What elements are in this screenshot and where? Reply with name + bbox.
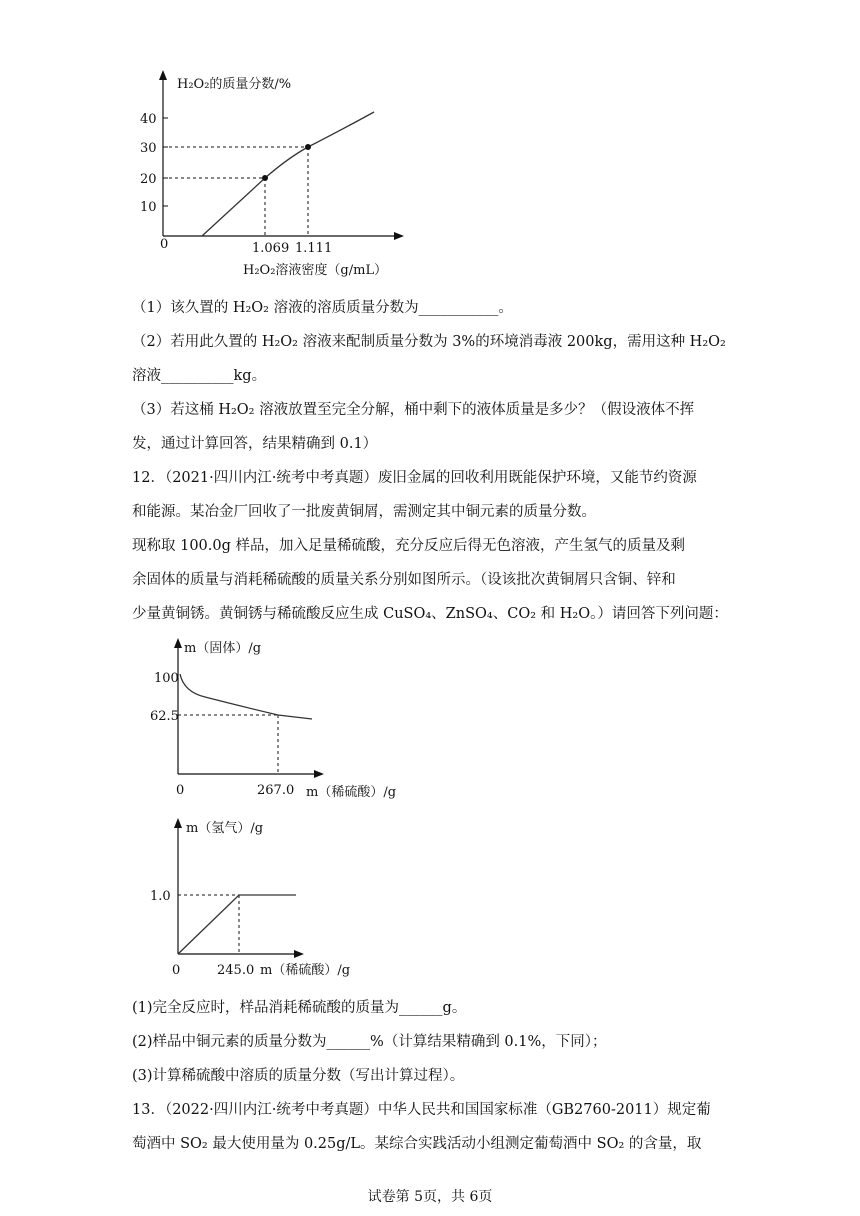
x-tick-label: 245.0 xyxy=(217,963,255,978)
y-tick-label: 1.0 xyxy=(150,889,171,904)
q11-part3-line1: （3）若这桶 H₂O₂ 溶液放置至完全分解，桶中剩下的液体质量是多少？（假设液体不挥 xyxy=(132,402,695,418)
x-axis-arrow xyxy=(394,232,404,240)
series-line xyxy=(180,674,312,719)
q11-part2-line1: （2）若用此久置的 H₂O₂ 溶液来配制质量分数为 3%的环境消毒液 200kg，需用这种 H₂O₂ xyxy=(132,334,726,350)
x-tick-label: 1.111 xyxy=(295,241,333,256)
x-axis-label: m（稀硫酸）/g xyxy=(260,963,351,978)
y-tick-label: 10 xyxy=(140,200,157,215)
q12-line1: 12．（2021·四川内江·统考中考真题）废旧金属的回收利用既能保护环境，又能节约资源 xyxy=(132,470,697,486)
page-footer: 试卷第 5页，共 6页 xyxy=(367,1189,493,1205)
q13-line2: 萄酒中 SO₂ 最大使用量为 0.25g/L。某综合实践活动小组测定葡萄酒中 SO₂ 的含量，取 xyxy=(132,1136,702,1152)
y-axis-arrow xyxy=(174,818,182,828)
x-axis-arrow xyxy=(294,950,304,958)
q12-sub3: (3)计算稀硫酸中溶质的质量分数（写出计算过程）。 xyxy=(132,1068,465,1084)
x-tick-label: 267.0 xyxy=(257,783,295,798)
data-point-2 xyxy=(305,144,311,150)
series-line xyxy=(178,895,296,954)
q13-line1: 13．（2022·四川内江·统考中考真题）中华人民共和国国家标准（GB2760-2011）规定葡 xyxy=(132,1102,711,1118)
origin-label: 0 xyxy=(160,237,169,252)
q12-line2: 和能源。某冶金厂回收了一批废黄铜屑，需测定其中铜元素的质量分数。 xyxy=(132,504,596,520)
y-tick-label: 20 xyxy=(140,172,157,187)
q12-line5: 少量黄铜锈。黄铜锈与稀硫酸反应生成 CuSO₄、ZnSO₄、CO₂ 和 H₂O。）请回答下列问题： xyxy=(132,606,728,622)
chart-hydrogen-mass xyxy=(150,812,390,982)
y-axis-arrow xyxy=(159,70,167,80)
q12-sub2: (2)样品中铜元素的质量分数为______%（计算结果精确到 0.1%，下同）； xyxy=(132,1034,607,1050)
q11-part1: （1）该久置的 H₂O₂ 溶液的溶质质量分数为___________。 xyxy=(132,300,513,316)
origin-label: 0 xyxy=(176,783,185,798)
q11-part3-line2: 发，通过计算回答，结果精确到 0.1） xyxy=(132,436,378,452)
q12-line4: 余固体的质量与消耗稀硫酸的质量关系分别如图所示。（设该批次黄铜屑只含铜、锌和 xyxy=(132,572,676,588)
chart-solid-mass xyxy=(150,634,420,804)
x-tick-label: 1.069 xyxy=(252,241,290,256)
y-axis-label: m（固体）/g xyxy=(184,641,262,656)
x-axis-arrow xyxy=(314,770,324,778)
q12-line3: 现称取 100.0g 样品，加入足量稀硫酸，充分反应后得无色溶液，产生氢气的质量及剩 xyxy=(132,538,686,554)
y-tick-label: 30 xyxy=(140,141,157,156)
x-axis-label: m（稀硫酸）/g xyxy=(306,785,397,800)
y-tick-label: 100 xyxy=(154,671,179,686)
chart-h2o2-density xyxy=(140,68,420,283)
q12-sub1: (1)完全反应时，样品消耗稀硫酸的质量为______g。 xyxy=(132,1000,467,1016)
origin-label: 0 xyxy=(172,963,181,978)
y-axis-arrow xyxy=(174,638,182,648)
q11-part2-line2: 溶液__________kg。 xyxy=(132,368,267,384)
y-tick-label: 40 xyxy=(140,112,157,127)
x-axis-label: H₂O₂溶液密度（g/mL） xyxy=(243,263,388,278)
y-tick-label: 62.5 xyxy=(150,709,179,724)
series-line xyxy=(202,112,374,236)
y-axis-label: m（氢气）/g xyxy=(186,821,264,836)
y-axis-label: H₂O₂的质量分数/% xyxy=(177,77,292,92)
data-point-1 xyxy=(262,175,268,181)
